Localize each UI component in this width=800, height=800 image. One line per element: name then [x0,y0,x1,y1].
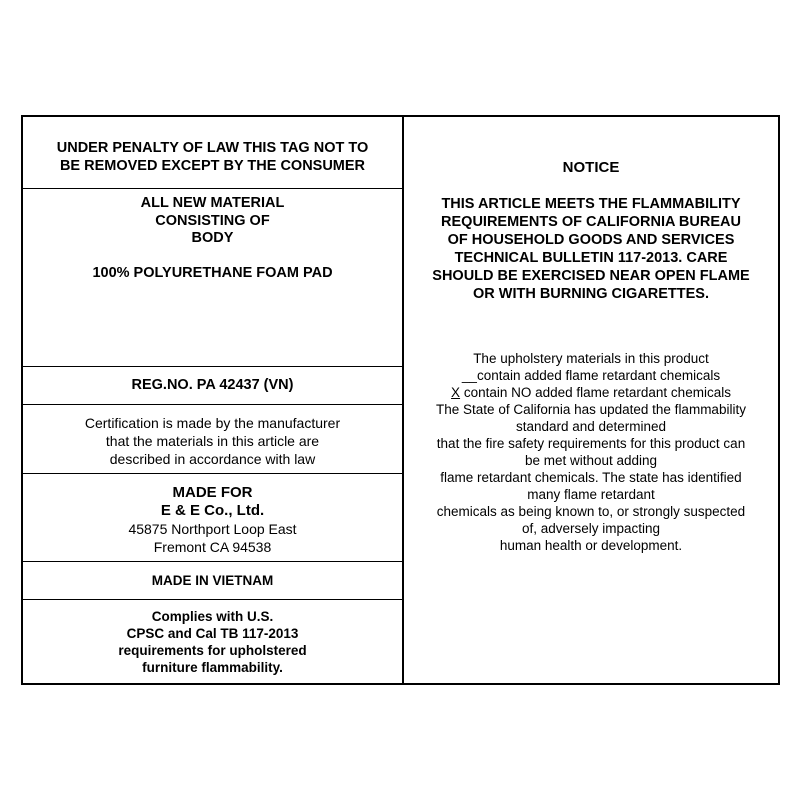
notice-line: TECHNICAL BULLETIN 117-2013. CARE [454,250,728,266]
warning-line: BE REMOVED EXCEPT BY THE CONSUMER [59,158,366,174]
option-text: contain added flame retardant chemicals [476,368,721,383]
certification-line: that the materials in this article are [105,433,320,449]
certification-section [23,405,402,474]
material-line: ALL NEW MATERIAL [140,195,285,211]
upholstery-disclosure [404,350,778,554]
certification-line: Certification is made by the manufacturer [84,415,341,431]
option-yes-line [404,384,778,401]
notice-body [404,195,778,303]
material-section [23,189,402,367]
statement-line: many flame retardant [527,487,655,502]
notice-line: SHOULD BE EXERCISED NEAR OPEN FLAME [432,268,750,284]
reg-no-section [23,367,402,405]
material-line: CONSISTING OF [155,212,270,229]
option-x-mark: X [451,385,461,400]
statement-line: chemicals as being known to, or strongly suspected [436,504,746,519]
compliance-section [23,600,402,683]
notice-line: OF HOUSEHOLD GOODS AND SERVICES [447,232,735,248]
right-column [404,117,778,683]
option-no-line [404,367,778,384]
notice-line: THIS ARTICLE MEETS THE FLAMMABILITY [441,196,741,212]
material-line: BODY [191,230,234,246]
statement-line: that the fire safety requirements for this product can [436,436,746,451]
compliance-line: Complies with U.S. [151,609,274,624]
law-tag [21,115,780,685]
statement-line: of, adversely impacting [521,521,661,536]
notice-title: NOTICE [562,159,620,176]
origin-section [23,562,402,600]
compliance-line: requirements for upholstered [118,643,307,658]
made-for-section [23,474,402,562]
compliance-line: furniture flammability. [142,660,283,675]
origin-text: MADE IN VIETNAM [151,573,274,588]
compliance-line: CPSC and Cal TB 117-2013 [126,626,299,641]
statement-line: human health or development. [499,538,683,553]
company-name: E & E Co., Ltd. [160,502,265,519]
statement-line: standard and determined [515,419,667,434]
composition-text: 100% POLYURETHANE FOAM PAD [92,265,333,281]
address-line: Fremont CA 94538 [153,539,272,555]
warning-line: UNDER PENALTY OF LAW THIS TAG NOT TO [56,140,369,156]
statement-line: flame retardant chemicals. The state has identified [440,470,742,485]
left-column [23,117,404,683]
notice-line: REQUIREMENTS OF CALIFORNIA BUREAU [441,214,741,230]
reg-no-text: REG.NO. PA 42437 (VN) [131,377,294,393]
address-line: 45875 Northport Loop East [128,521,297,537]
certification-line: described in accordance with law [109,451,316,467]
notice-line: OR WITH BURNING CIGARETTES. [472,286,710,302]
made-for-label: MADE FOR [172,484,253,501]
upholstery-intro: The upholstery materials in this product [473,351,709,366]
warning-section [23,117,402,189]
option-blank-mark: __ [461,368,477,383]
statement-line: The State of California has updated the flammability [436,402,746,417]
statement-line: be met without adding [524,453,658,468]
option-text: contain NO added flame retardant chemicals [460,385,731,400]
